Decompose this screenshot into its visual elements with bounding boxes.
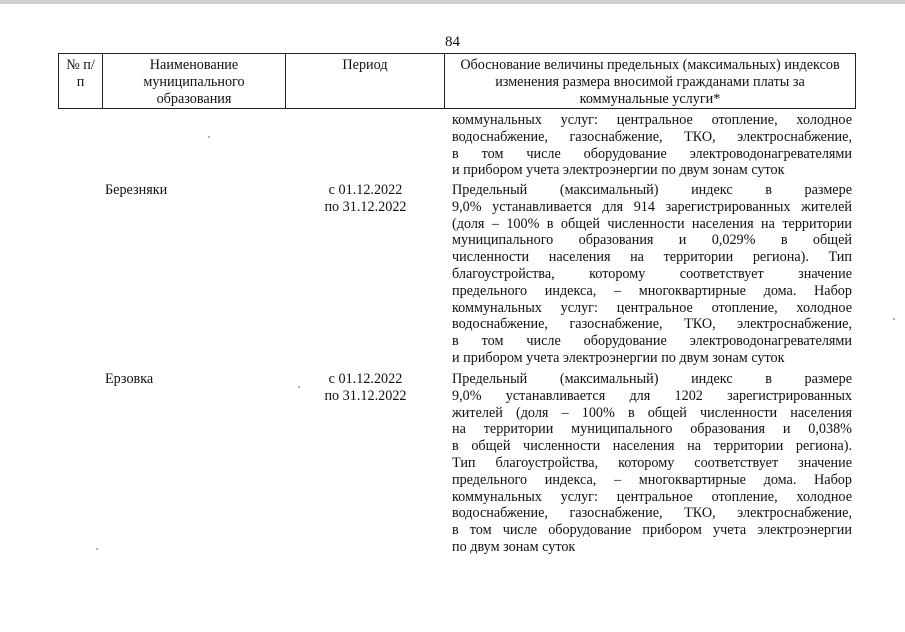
text-line: Предельный (максимальный) индекс в размере	[452, 371, 852, 387]
text-line: водоснабжение, газоснабжение, ТКО, электроснабжение,	[452, 128, 852, 145]
text-line: (доля – 100% в общей численности населения на территории	[452, 215, 852, 232]
text-line: муниципального образования и 0,029% в общей	[452, 232, 852, 249]
header-cell-name	[103, 53, 286, 109]
text-line: численности населения на территории региона). Тип	[452, 249, 852, 266]
text-line: в общей численности населения на территории региона).	[452, 438, 852, 455]
header-cell-period	[286, 53, 445, 109]
period-start: с 01.12.2022	[328, 371, 403, 387]
text-line: Предельный (максимальный) индекс в размере	[452, 182, 852, 198]
text-line: жителей (доля – 100% в общей численности населения	[452, 404, 852, 421]
text-line: Тип благоустройства, которому соответствует значение	[452, 454, 852, 471]
text-line: предельного индекса, – многоквартирные дома. Набор	[452, 282, 852, 299]
header-label-number: № п/п	[66, 57, 95, 90]
text-line: по двум зонам суток	[452, 538, 576, 555]
text-line: коммунальных услуг: центральное отопление, холодное	[452, 112, 852, 128]
page-number: 84	[445, 34, 460, 50]
text-line: в том числе оборудование прибором учета электроэнергии	[452, 522, 852, 539]
scan-speck	[893, 318, 895, 320]
header-cell-number	[58, 53, 103, 109]
text-line: благоустройства, которому соответствует значение	[452, 265, 852, 282]
text-line: в том числе оборудование электроводонагревателями	[452, 145, 852, 162]
scan-speck	[96, 548, 98, 550]
header-label-period: Период	[342, 57, 388, 73]
text-line: водоснабжение, газоснабжение, ТКО, электроснабжение,	[452, 505, 852, 522]
header-label-justification: Обоснование величины предельных (максимальных) индексов изменения размера вносимой гражданами платы за коммунальные услуги*	[460, 57, 840, 107]
text-line: коммунальных услуг: центральное отопление, холодное	[452, 299, 852, 316]
text-line: водоснабжение, газоснабжение, ТКО, электроснабжение,	[452, 316, 852, 333]
scan-speck	[298, 386, 300, 388]
text-line: на территории муниципального образования и 0,038%	[452, 421, 852, 438]
period-end: по 31.12.2022	[324, 198, 407, 215]
scan-speck	[208, 136, 210, 138]
scan-edge	[0, 0, 905, 4]
row-period	[286, 182, 445, 216]
row-period	[286, 371, 445, 405]
text-line: и прибором учета электроэнергии по двум зонам суток	[452, 162, 785, 179]
text-line: в том числе оборудование электроводонагревателями	[452, 333, 852, 350]
text-line: и прибором учета электроэнергии по двум зонам суток	[452, 349, 785, 366]
row-justification	[452, 182, 852, 367]
period-end: по 31.12.2022	[324, 387, 407, 404]
continuation-text	[452, 112, 852, 179]
text-line: 9,0% устанавливается для 1202 зарегистрированных	[452, 387, 852, 404]
header-label-name: Наименование муниципального образования	[143, 57, 245, 107]
text-line: предельного индекса, – многоквартирные дома. Набор	[452, 471, 852, 488]
row-justification	[452, 371, 852, 556]
text-line: коммунальных услуг: центральное отопление, холодное	[452, 488, 852, 505]
text-line: 9,0% устанавливается для 914 зарегистрированных жителей	[452, 198, 852, 215]
row-name: Березняки	[105, 182, 168, 198]
period-start: с 01.12.2022	[328, 182, 403, 198]
row-name: Ерзовка	[105, 371, 154, 387]
header-cell-justification	[445, 53, 856, 109]
